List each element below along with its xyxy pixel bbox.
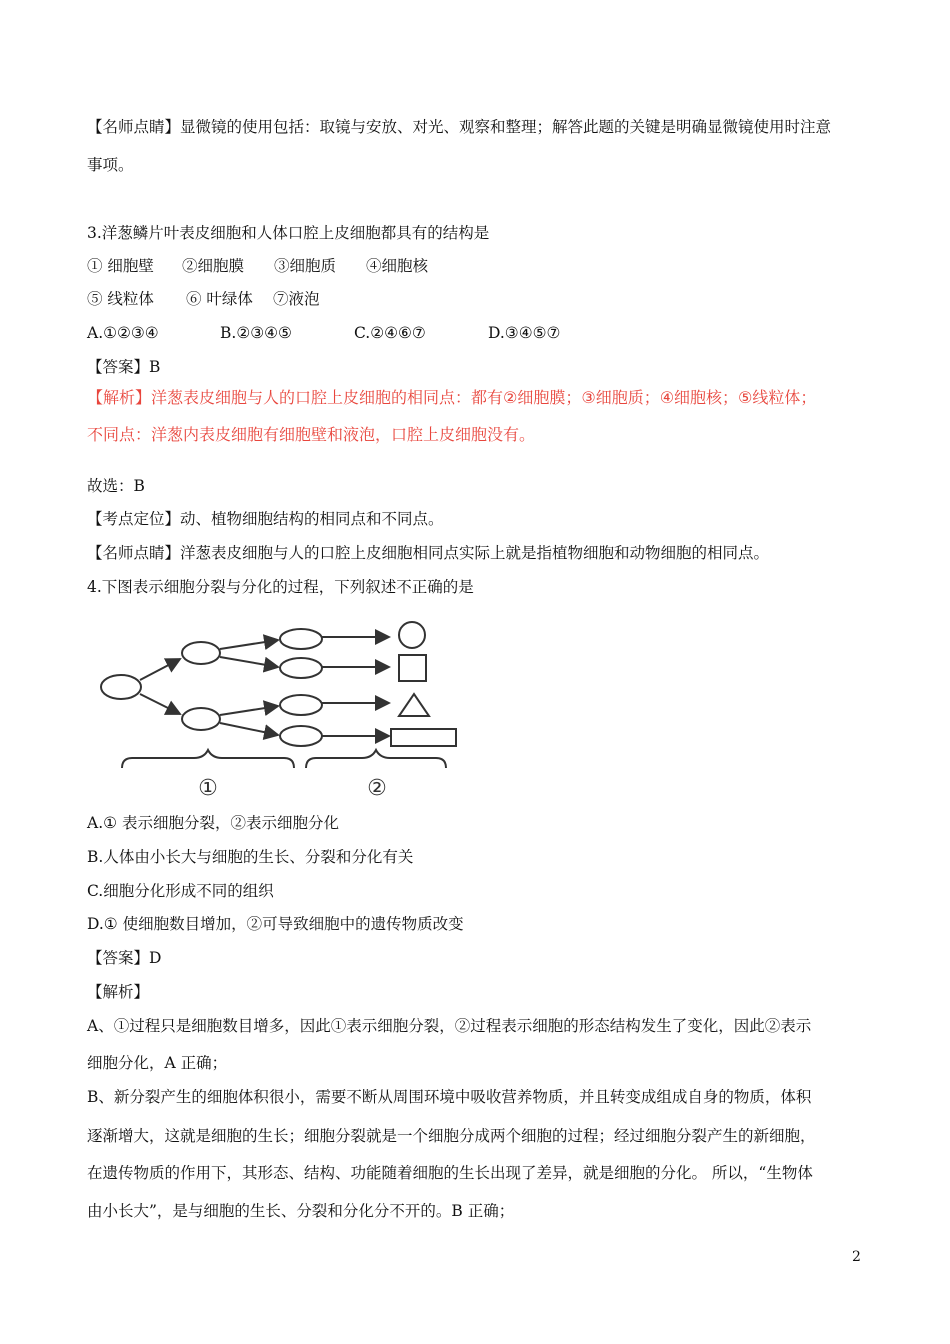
structure-item: ③细胞质 (274, 257, 337, 275)
q4-answer: 【答案】D (87, 949, 162, 967)
brace-2 (306, 750, 446, 768)
q4-analysis-line: 由小长大”，是与细胞的生长、分裂和分化分不开的。B 正确； (87, 1202, 515, 1220)
cell-4 (280, 726, 322, 746)
tissue-circle (399, 622, 425, 648)
tissue-rectangle (391, 729, 456, 746)
tissue-triangle (399, 694, 429, 716)
cell-2 (280, 658, 322, 678)
q3-analysis-line2: 不同点：洋葱内表皮细胞有细胞壁和液泡，口腔上皮细胞没有。 (87, 425, 536, 444)
cell-division-diagram (96, 612, 466, 802)
q3-answer: 【答案】B (87, 358, 161, 376)
option-a: A.①②③④ (87, 324, 159, 342)
q4-analysis-line: 在遗传物质的作用下，其形态、结构、功能随着细胞的生长出现了差异，就是细胞的分化。 所以，“生物体 (87, 1164, 813, 1182)
cell-1 (280, 629, 322, 649)
brace-1 (122, 750, 294, 768)
daughter-cell-lower (182, 708, 220, 730)
q4-option-d: D.① 使细胞数目增加，②可导致细胞中的遗传物质改变 (87, 915, 464, 933)
q3-tip: 【名师点睛】洋葱表皮细胞与人的口腔上皮细胞相同点实际上就是指植物细胞和动物细胞的相同点。 (87, 544, 770, 562)
q2-tip: 【名师点睛】显微镜的使用包括：取镜与安放、对光、观察和整理；解答此题的关键是明确显微镜使用时注意 (87, 118, 832, 136)
tissue-square (399, 655, 426, 681)
q2-tip-cont: 事项。 (87, 156, 134, 174)
structure-item: ① 细胞壁 (87, 257, 154, 275)
q4-analysis-line: 细胞分化，A 正确； (87, 1054, 228, 1072)
structure-item: ⑥ 叶绿体 (186, 290, 253, 308)
daughter-cell-upper (182, 642, 220, 664)
q4-analysis-line: B、新分裂产生的细胞体积很小，需要不断从周围环境中吸收营养物质，并且转变成组成自身的物质，体积 (87, 1088, 812, 1106)
diagram-label-2: ② (367, 776, 387, 801)
option-c: C.②④⑥⑦ (354, 324, 426, 342)
diagram-label-1: ① (198, 776, 218, 801)
q3-stem: 3.洋葱鳞片叶表皮细胞和人体口腔上皮细胞都具有的结构是 (87, 224, 490, 242)
q4-option-c: C.细胞分化形成不同的组织 (87, 882, 274, 900)
structure-item: ④细胞核 (366, 257, 429, 275)
page-number: 2 (852, 1249, 861, 1265)
structure-item: ⑤ 线粒体 (87, 290, 154, 308)
parent-cell (101, 675, 141, 699)
q3-options (87, 323, 887, 343)
cell-3 (280, 695, 322, 715)
q3-choose: 故选：B (87, 477, 145, 495)
q4-analysis-line: A、①过程只是细胞数目增多，因此①表示细胞分裂，②过程表示细胞的形态结构发生了变化，因此②表示 (87, 1017, 812, 1035)
q4-analysis-line: 逐渐增大，这就是细胞的生长；细胞分裂就是一个细胞分成两个细胞的过程；经过细胞分裂产生的新细胞， (87, 1127, 816, 1145)
q4-stem: 4.下图表示细胞分裂与分化的过程，下列叙述不正确的是 (87, 578, 474, 596)
option-d: D.③④⑤⑦ (488, 324, 561, 342)
q4-option-a: A.① 表示细胞分裂，②表示细胞分化 (87, 814, 339, 832)
q3-analysis-line1: 【解析】洋葱表皮细胞与人的口腔上皮细胞的相同点：都有②细胞膜；③细胞质；④细胞核；⑤线粒体； (87, 388, 817, 407)
q4-analysis-title: 【解析】 (87, 983, 150, 1001)
q3-structures-row1 (87, 256, 887, 276)
option-b: B.②③④⑤ (220, 324, 292, 342)
structure-item: ②细胞膜 (182, 257, 245, 275)
structure-item: ⑦液泡 (273, 290, 320, 308)
q3-structures-row2 (87, 289, 887, 309)
q4-option-b: B.人体由小长大与细胞的生长、分裂和分化有关 (87, 848, 414, 866)
q3-kaodian: 【考点定位】动、植物细胞结构的相同点和不同点。 (87, 510, 444, 528)
